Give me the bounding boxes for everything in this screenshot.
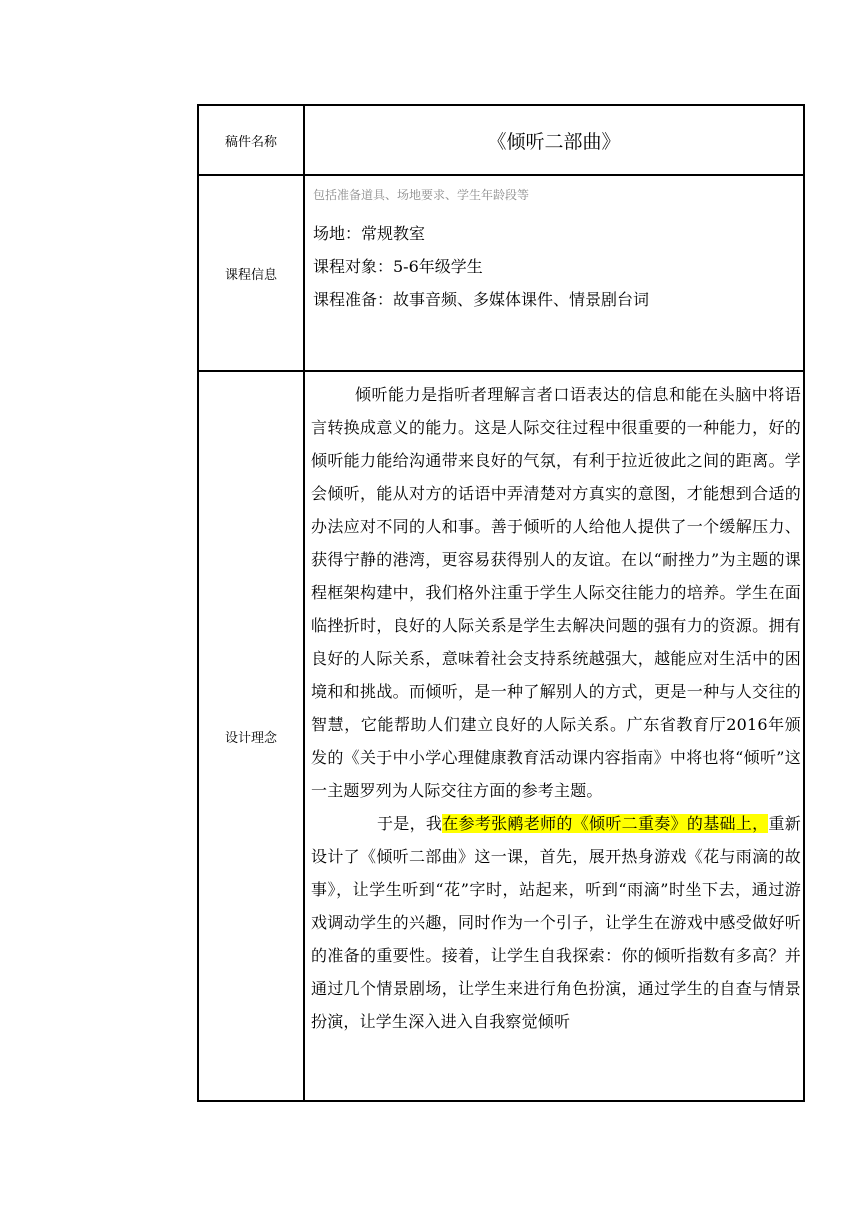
design-concept-cell	[304, 371, 804, 1101]
label-design-concept: 设计理念	[198, 371, 304, 1101]
para2-rest: 重新设计了《倾听二部曲》这一课，首先，展开热身游戏《花与雨滴的故事》，让学生听到“花”字时，站起来，听到“雨滴”时坐下去，通过游戏调动学生的兴趣，同时作为一个引子，让学生在游戏中感受做好听的准备的重要性。接着，让学生自我探索：你的倾听指数有多高？并通过几个情景剧场，让学生来进行角色扮演，通过学生的自查与情景扮演，让学生深入进入自我察觉倾听	[311, 814, 801, 1031]
course-info-hint: 包括准备道具、场地要求、学生年龄段等	[313, 188, 530, 202]
manuscript-title: 《倾听二部曲》	[304, 105, 804, 175]
row-design-concept	[198, 371, 804, 1101]
row-course-info	[198, 175, 804, 371]
label-manuscript-name: 稿件名称	[198, 105, 304, 175]
course-preparation: 课程准备：故事音频、多媒体课件、情景剧台词	[313, 290, 650, 309]
design-paragraph-1: 倾听能力是指听者理解言者口语表达的信息和能在头脑中将语言转换成意义的能力。这是人际交往过程中很重要的一种能力，好的倾听能力能给沟通带来良好的气氛，有利于拉近彼此之间的距离。学会倾听，能从对方的话语中弄清楚对方真实的意图，才能想到合适的办法应对不同的人和事。善于倾听的人给他人提供了一个缓解压力、获得宁静的港湾，更容易获得别人的友谊。在以“耐挫力”为主题的课程框架构建中，我们格外注重于学生人际交往能力的培养。学生在面临挫折时，良好的人际关系是学生去解决问题的强有力的资源。拥有良好的人际关系，意味着社会支持系统越强大，越能应对生活中的困境和和挑战。而倾听，是一种了解别人的方式，更是一种与人交往的智慧，它能帮助人们建立良好的人际关系。广东省教育厅2016年颁发的《关于中小学心理健康教育活动课内容指南》中将也将“倾听”这一主题罗列为人际交往方面的参考主题。	[311, 385, 801, 800]
row-manuscript-name	[198, 105, 804, 175]
course-audience: 课程对象：5-6年级学生	[313, 257, 483, 276]
course-info-cell	[304, 175, 804, 371]
design-paragraph-2	[311, 807, 801, 1038]
manuscript-form-table	[197, 104, 805, 1102]
course-venue: 场地：常规教室	[313, 224, 426, 243]
label-course-info: 课程信息	[198, 175, 304, 371]
highlighted-text: 在参考张鹇老师的《倾听二重奏》的基础上，	[442, 814, 769, 833]
para2-lead: 于是，我	[377, 814, 443, 833]
